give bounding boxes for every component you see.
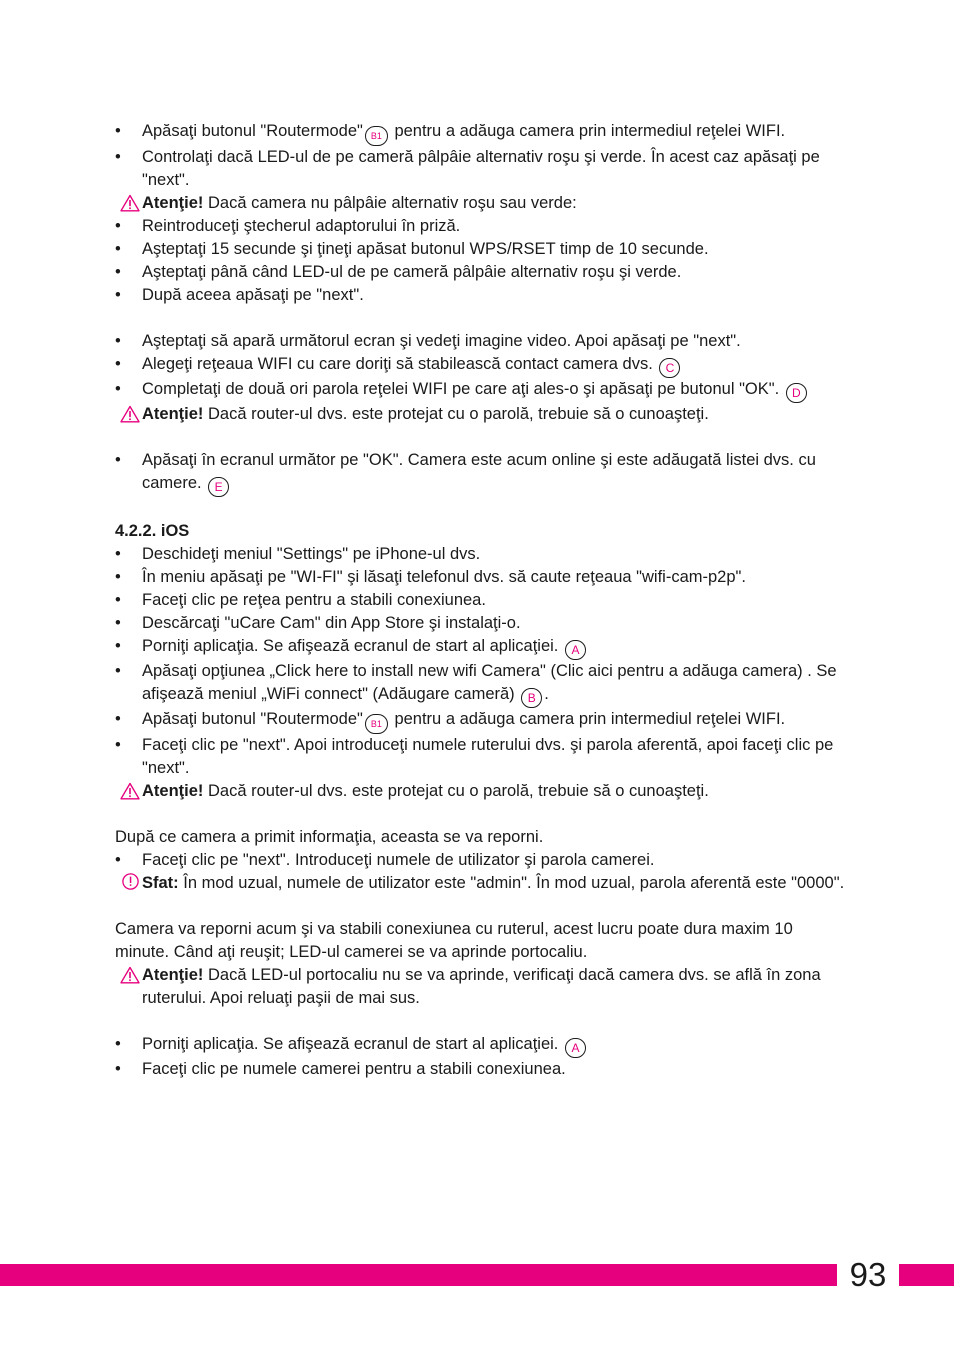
text-run: Controlaţi dacă LED-ul de pe cameră pâlpâie alternativ roşu şi verde. În acest caz apăsaţi pe "next". xyxy=(142,148,820,189)
bullet-marker: • xyxy=(115,122,121,140)
bullet-item xyxy=(115,146,845,192)
bullet-item xyxy=(115,566,845,589)
bullet-item xyxy=(115,635,845,660)
note-lead: Atenţie! xyxy=(142,405,204,423)
spacer xyxy=(115,1010,845,1033)
bullet-item xyxy=(115,120,845,146)
bullet-item xyxy=(115,1058,845,1081)
bullet-marker: • xyxy=(115,591,121,609)
tip-note xyxy=(115,872,845,895)
bullet-marker: • xyxy=(115,710,121,728)
manual-content xyxy=(115,120,845,1081)
footer-bar xyxy=(0,1264,954,1286)
text-run: Aşteptaţi să apară următorul ecran şi vedeţi imagine video. Apoi apăsaţi pe "next". xyxy=(142,332,741,350)
bullet-marker: • xyxy=(115,148,121,166)
page-number: 93 xyxy=(837,1256,899,1294)
bullet-marker: • xyxy=(115,380,121,398)
text-run: Aşteptaţi până când LED-ul de pe cameră pâlpâie alternativ roşu şi verde. xyxy=(142,263,682,281)
bullet-marker: • xyxy=(115,851,121,869)
bullet-marker: • xyxy=(115,286,121,304)
text-run: Dacă router-ul dvs. este protejat cu o parolă, trebuie să o cunoaşteţi. xyxy=(203,405,709,423)
text-run: Dacă LED-ul portocaliu nu se va aprinde, verificaţi dacă camera dvs. se află în zona ruterului. Apoi reluaţi paşii de mai sus. xyxy=(142,966,821,1007)
bullet-marker: • xyxy=(115,263,121,281)
figure-ref-badge: B xyxy=(521,688,542,708)
bullet-item xyxy=(115,1033,845,1058)
warning-triangle-icon xyxy=(120,194,140,212)
section-heading: 4.2.2. iOS xyxy=(115,522,190,540)
bullet-marker: • xyxy=(115,451,121,469)
bullet-marker: • xyxy=(115,545,121,563)
spacer xyxy=(115,895,845,918)
note-lead: Atenţie! xyxy=(142,194,204,212)
text-run: Dacă camera nu pâlpâie alternativ roşu sau verde: xyxy=(203,194,577,212)
text-run: pentru a adăuga camera prin intermediul reţelei WIFI. xyxy=(389,122,786,140)
warning-triangle-icon xyxy=(120,782,140,800)
text-run: Porniţi aplicaţia. Se afişează ecranul de start al aplicaţiei. xyxy=(142,637,563,655)
bullet-item xyxy=(115,612,845,635)
warning-note xyxy=(115,780,845,803)
bullet-item xyxy=(115,238,845,261)
text-run: pentru a adăuga camera prin intermediul reţelei WIFI. xyxy=(389,710,786,728)
text-run: Completaţi de două ori parola reţelei WIFI pe care aţi ales-o şi apăsaţi pe butonul "OK". xyxy=(142,380,784,398)
bullet-item xyxy=(115,849,845,872)
spacer xyxy=(115,803,845,826)
text-run: După aceea apăsaţi pe "next". xyxy=(142,286,364,304)
note-lead: Atenţie! xyxy=(142,782,204,800)
figure-ref-badge: A xyxy=(565,640,586,660)
bullet-item xyxy=(115,330,845,353)
bullet-marker: • xyxy=(115,355,121,373)
bullet-marker: • xyxy=(115,1060,121,1078)
text-run: Deschideţi meniul "Settings" pe iPhone-ul dvs. xyxy=(142,545,481,563)
text-run: În mod uzual, numele de utilizator este "admin". În mod uzual, parola aferentă este "0000". xyxy=(178,874,845,892)
bullet-marker: • xyxy=(115,662,121,680)
bullet-item xyxy=(115,284,845,307)
text-run: Alegeţi reţeaua WIFI cu care doriţi să stabilească contact camera dvs. xyxy=(142,355,658,373)
bullet-marker: • xyxy=(115,614,121,632)
spacer xyxy=(115,307,845,330)
warning-triangle-icon xyxy=(120,405,140,423)
bullet-marker: • xyxy=(115,332,121,350)
text-run: După ce camera a primit informaţia, aceasta se va reporni. xyxy=(115,828,544,846)
text-run: Aşteptaţi 15 secunde şi ţineţi apăsat butonul WPS/RSET timp de 10 secunde. xyxy=(142,240,709,258)
text-run: Apăsaţi în ecranul următor pe "OK". Camera este acum online şi este adăugată listei dvs. cu camere. xyxy=(142,451,816,492)
spacer xyxy=(115,426,845,449)
bullet-item xyxy=(115,353,845,378)
figure-ref-badge: C xyxy=(659,358,680,378)
bullet-marker: • xyxy=(115,217,121,235)
text-run: În meniu apăsaţi pe "WI-FI" şi lăsaţi telefonul dvs. să caute reţeaua "wifi-cam-p2p". xyxy=(142,568,746,586)
text-run: Descărcaţi "uCare Cam" din App Store şi instalaţi-o. xyxy=(142,614,521,632)
warning-triangle-icon xyxy=(120,966,140,984)
figure-ref-badge: A xyxy=(565,1038,586,1058)
text-run: Faceţi clic pe reţea pentru a stabili conexiunea. xyxy=(142,591,486,609)
bullet-item xyxy=(115,449,845,497)
bullet-marker: • xyxy=(115,1035,121,1053)
bullet-marker: • xyxy=(115,568,121,586)
text-run: Reintroduceţi ştecherul adaptorului în priză. xyxy=(142,217,461,235)
figure-ref-badge: B1 xyxy=(365,714,388,734)
paragraph xyxy=(115,918,845,964)
warning-note xyxy=(115,403,845,426)
bullet-marker: • xyxy=(115,637,121,655)
bullet-item xyxy=(115,543,845,566)
bullet-item xyxy=(115,734,845,780)
bullet-marker: • xyxy=(115,736,121,754)
warning-note xyxy=(115,192,845,215)
figure-ref-badge: D xyxy=(786,383,807,403)
spacer xyxy=(115,497,845,520)
paragraph xyxy=(115,826,845,849)
bullet-item xyxy=(115,708,845,734)
note-lead: Atenţie! xyxy=(142,966,204,984)
bullet-item xyxy=(115,378,845,403)
text-run: Faceţi clic pe numele camerei pentru a stabili conexiunea. xyxy=(142,1060,566,1078)
exclamation-circle-icon xyxy=(122,873,139,890)
figure-ref-badge: E xyxy=(208,477,229,497)
text-run: Camera va reporni acum şi va stabili conexiunea cu ruterul, acest lucru poate dura maxim 10 minute. Când aţi reuşit; LED-ul camerei se va aprinde portocaliu. xyxy=(115,920,793,961)
bullet-item xyxy=(115,589,845,612)
text-run: . xyxy=(544,685,549,703)
text-run: Apăsaţi opţiunea „Click here to install new wifi Camera" (Clic aici pentru a adăuga camera) . Se afişează meniul „WiFi connect" (Adăugare cameră) xyxy=(142,662,837,703)
text-run: Faceţi clic pe "next". Introduceţi numele de utilizator şi parola camerei. xyxy=(142,851,655,869)
note-lead: Sfat: xyxy=(142,874,179,892)
warning-note xyxy=(115,964,845,1010)
text-run: Porniţi aplicaţia. Se afişează ecranul de start al aplicaţiei. xyxy=(142,1035,563,1053)
figure-ref-badge: B1 xyxy=(365,126,388,146)
bullet-item xyxy=(115,261,845,284)
text-run: Apăsaţi butonul "Routermode" xyxy=(142,122,363,140)
text-run: Faceţi clic pe "next". Apoi introduceţi numele ruterului dvs. şi parola aferentă, apoi faceţi clic pe "next". xyxy=(142,736,834,777)
bullet-item xyxy=(115,660,845,708)
bullet-item xyxy=(115,215,845,238)
bullet-marker: • xyxy=(115,240,121,258)
text-run: Dacă router-ul dvs. este protejat cu o parolă, trebuie să o cunoaşteţi. xyxy=(203,782,709,800)
text-run: Apăsaţi butonul "Routermode" xyxy=(142,710,363,728)
